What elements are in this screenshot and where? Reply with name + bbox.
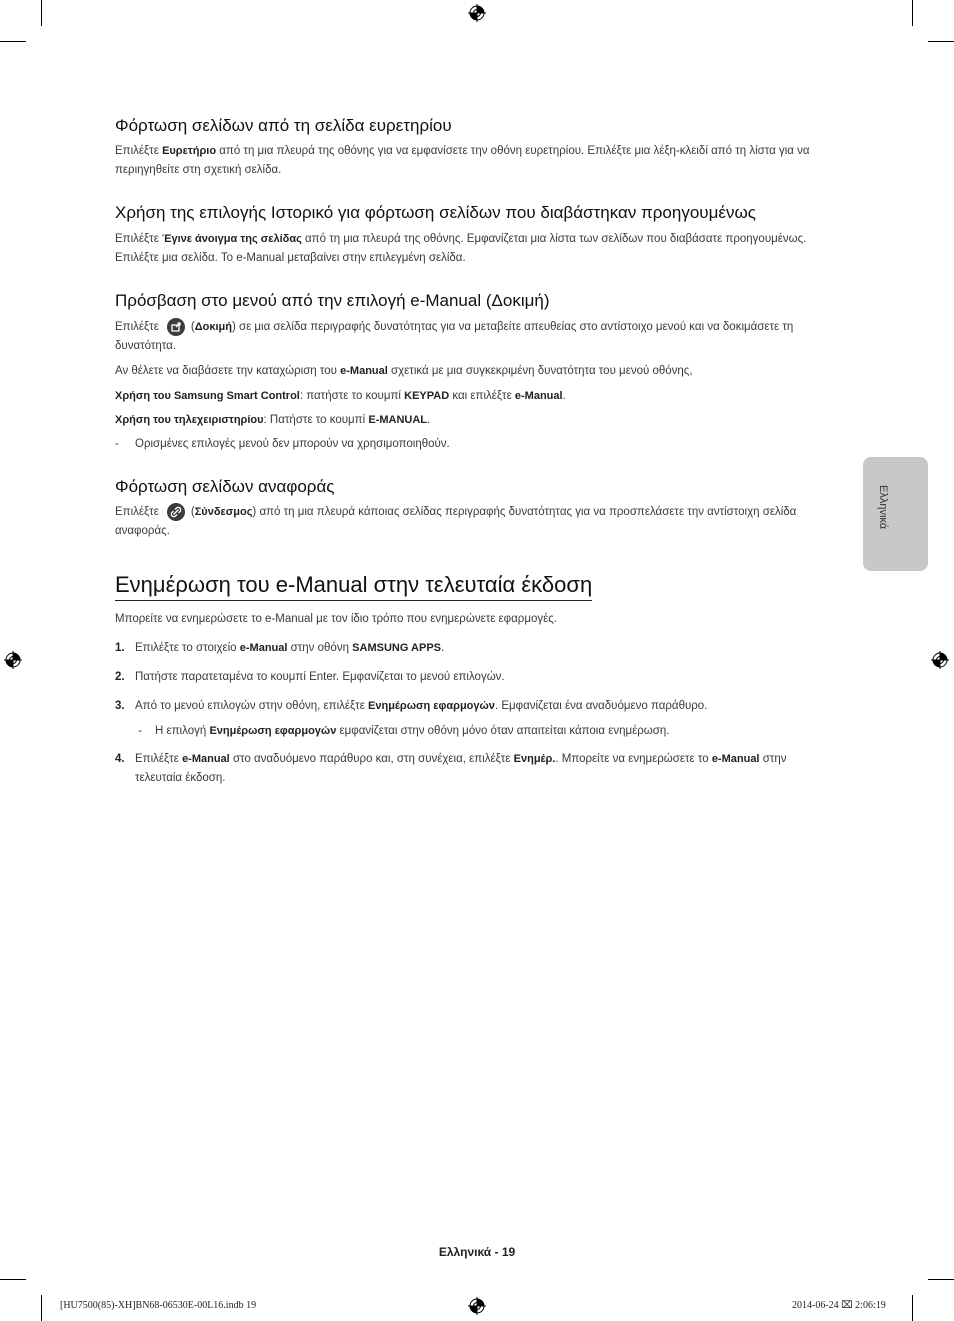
crop-mark: [912, 1295, 913, 1321]
paragraph: [115, 387, 835, 406]
step-number: 4.: [115, 753, 125, 765]
text: Επιλέξτε: [115, 506, 159, 519]
section-heading-update: Ενημέρωση του e-Manual στην τελευταία έκδοση: [115, 572, 592, 601]
crop-mark: [0, 41, 26, 42]
text: Η επιλογή: [155, 725, 210, 737]
section-body-history: [115, 230, 835, 268]
section-body-index: [115, 142, 835, 180]
bold-term: Δοκιμή: [194, 321, 232, 334]
step-number: 3.: [115, 700, 125, 712]
bold-term: KEYPAD: [404, 390, 450, 402]
crop-mark: [0, 1279, 26, 1280]
text: από τη μια πλευρά της οθόνης. Εμφανίζεται μια λίστα των σελίδων που διαβάσατε προηγουμένως. Επιλέξτε μια σελίδα. Το e-Manual μεταβαίνει στην επιλεγμένη σελίδα.: [115, 233, 807, 264]
bold-term: Χρήση του Samsung Smart Control: [115, 390, 300, 402]
section-body-try-now: Επιλέξτε (Δοκιμή) σε μια σελίδα περιγραφής δυνατότητας για να μεταβείτε απευθείας στο αντίστοιχο μενού και να δοκιμάσετε τη δυνατότητα.: [115, 318, 835, 356]
bold-term: Ενημέρ.: [513, 753, 556, 765]
bold-term: E-MANUAL: [368, 414, 428, 426]
text: Επιλέξτε: [115, 145, 163, 157]
text: στην τελευταία έκδοση.: [135, 753, 787, 784]
crop-mark: [912, 0, 913, 26]
bold-term: Έγινε άνοιγμα της σελίδας: [162, 233, 302, 245]
text: Επιλέξτε: [115, 233, 163, 245]
text: . Εμφανίζεται ένα αναδυόμενο παράθυρο.: [494, 700, 708, 712]
section-body-links: Επιλέξτε (Σύνδεσμος) από τη μια πλευρά κάποιας σελίδας περιγραφής δυνατότητας για να προσπελάσετε την αντίστοιχη σελίδα αναφοράς.: [115, 503, 835, 541]
paragraph: [115, 362, 835, 381]
bold-term: Ενημέρωση εφαρμογών: [368, 700, 495, 712]
text: Επιλέξτε το στοιχείο: [135, 642, 240, 654]
text: Ορισμένες επιλογές μενού δεν μπορούν να χρησιμοποιηθούν.: [135, 438, 450, 450]
bold-term: Σύνδεσμος: [194, 506, 253, 519]
bold-term: SAMSUNG APPS: [352, 642, 441, 654]
text: . Μπορείτε να ενημερώσετε το: [555, 753, 712, 765]
bold-term: e-Manual: [514, 390, 563, 402]
text: σχετικά με μια συγκεκριμένη δυνατότητα του μενού οθόνης,: [387, 365, 693, 377]
paragraph: [115, 411, 835, 430]
text: Πατήστε παρατεταμένα το κουμπί Enter. Εμφανίζεται το μενού επιλογών.: [135, 671, 505, 683]
bold-term: Ευρετήριο: [162, 145, 217, 157]
print-timestamp: 2014-06-24 ⌧ 2:06:19: [792, 1300, 886, 1311]
step-3: [115, 697, 835, 716]
bold-term: e-Manual: [239, 642, 288, 654]
text: .: [562, 390, 566, 402]
text: και επιλέξτε: [449, 390, 515, 402]
text: στο αναδυόμενο παράθυρο και, στη συνέχεια, επιλέξτε: [229, 753, 514, 765]
print-file-info: [HU7500(85)-XH]BN68-06530E-00L16.indb 19: [60, 1300, 257, 1311]
section-intro-update: Μπορείτε να ενημερώσετε το e-Manual με τον ίδιο τρόπο που ενημερώνετε εφαρμογές.: [115, 613, 557, 625]
text: Από το μενού επιλογών στην οθόνη, επιλέξτε: [135, 700, 369, 712]
step-1: [115, 639, 835, 658]
crop-mark: [928, 1279, 954, 1280]
crop-mark: [928, 41, 954, 42]
bold-term: e-Manual: [182, 753, 230, 765]
crop-mark: [41, 0, 42, 26]
text: ) από τη μια πλευρά κάποιας σελίδας περιγραφής δυνατότητας για να προσπελάσετε την αντίστοιχη σελίδα αναφοράς.: [115, 506, 797, 538]
page-number: Ελληνικά - 19: [438, 1245, 516, 1259]
section-heading-history: Χρήση της επιλογής Ιστορικό για φόρτωση σελίδων που διαβάστηκαν προηγουμένως: [115, 203, 756, 222]
registration-mark-icon: [468, 1297, 486, 1315]
text: εμφανίζεται στην οθόνη μόνο όταν απαιτείται κάποια ενημέρωση.: [336, 725, 670, 737]
language-side-tab: [863, 457, 928, 571]
text: .: [427, 414, 431, 426]
text: .: [441, 642, 445, 654]
step-2: [115, 668, 835, 687]
language-side-tab-label: Ελληνικά: [877, 485, 889, 530]
try-now-icon: [167, 318, 185, 336]
text: : πατήστε το κουμπί: [299, 390, 405, 402]
bold-term: Ενημέρωση εφαρμογών: [209, 725, 337, 737]
step-3-note: [135, 722, 835, 741]
link-icon: [167, 503, 185, 521]
note: [115, 435, 835, 454]
registration-mark-icon: [4, 651, 22, 669]
step-number: 2.: [115, 671, 125, 683]
text: Αν θέλετε να διαβάσετε την καταχώριση του: [115, 365, 341, 377]
crop-mark: [41, 1295, 42, 1321]
registration-mark-icon: [468, 4, 486, 22]
step-4: [115, 750, 815, 788]
text: Επιλέξτε: [135, 753, 183, 765]
text: ) σε μια σελίδα περιγραφής δυνατότητας για να μεταβείτε απευθείας στο αντίστοιχο μενού και να δοκιμάσετε τη δυνατότητα.: [115, 321, 794, 353]
text: από τη μια πλευρά της οθόνης για να εμφανίσετε την οθόνη ευρετηρίου. Επιλέξτε μια λέξη-κλειδί από τη λίστα για να περιηγηθείτε στη σχετική σελίδα.: [115, 145, 810, 176]
section-heading-index: Φόρτωση σελίδων από τη σελίδα ευρετηρίου: [115, 116, 452, 135]
step-number: 1.: [115, 642, 125, 654]
registration-mark-icon: [931, 651, 949, 669]
section-heading-links: Φόρτωση σελίδων αναφοράς: [115, 477, 335, 496]
text: : Πατήστε το κουμπί: [263, 414, 369, 426]
text: Επιλέξτε: [115, 321, 159, 334]
bold-term: e-Manual: [711, 753, 760, 765]
text: στην οθόνη: [287, 642, 353, 654]
note-dash: -: [115, 438, 119, 450]
bold-term: e-Manual: [340, 365, 388, 377]
note-dash: -: [135, 725, 143, 737]
bold-term: Χρήση του τηλεχειριστηρίου: [115, 414, 264, 426]
section-heading-try-now: Πρόσβαση στο μενού από την επιλογή e-Manual (Δοκιμή): [115, 291, 550, 310]
